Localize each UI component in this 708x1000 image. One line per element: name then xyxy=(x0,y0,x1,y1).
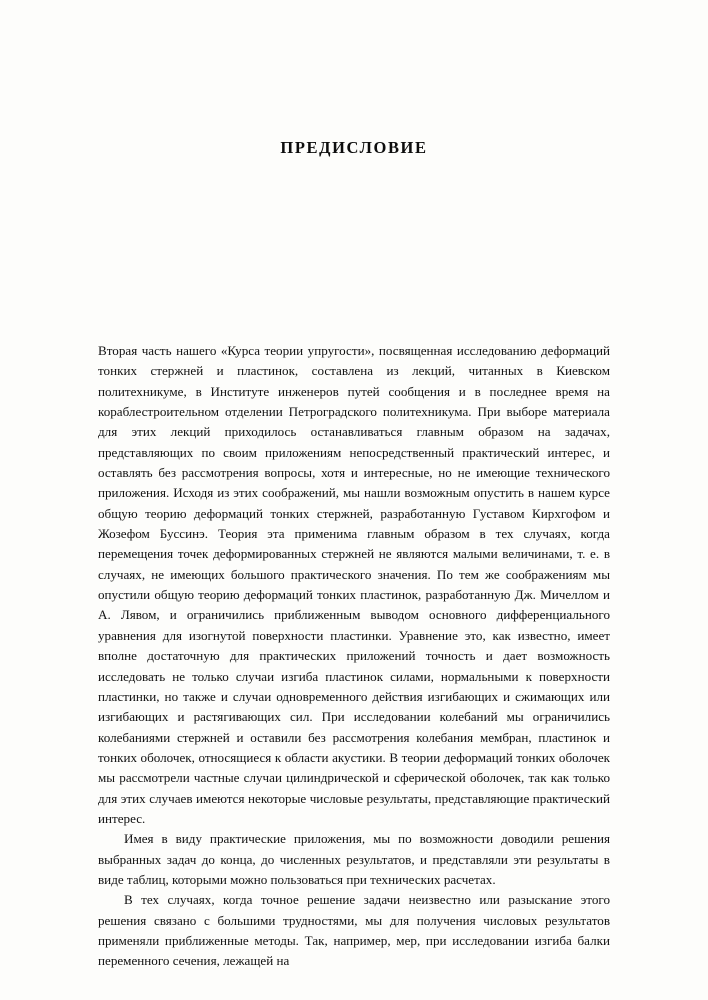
body-text-block xyxy=(98,341,610,972)
paragraph: В тех случаях, когда точное решение задачи неизвестно или разыскание этого решения связано с большими трудностями, мы для получения числовых результатов применяли приближенные методы. Так, например, мер, при исследовании изгиба балки переменного сечения, лежащей на xyxy=(98,892,610,969)
paragraph: Имея в виду практические приложения, мы по возможности доводили решения выбранных задач до конца, до численных результатов, и представляли эти результаты в виде таблиц, которыми можно пользоваться при технических расчетах. xyxy=(98,831,610,887)
paragraph: Вторая часть нашего «Курса теории упругости», посвященная исследованию деформаций тонких стержней и пластинок, составлена из лекций, читанных в Киевском политехникуме, в Институте инженеров путей сообщения и в последнее время на кораблестроительном отделении Петроградского политехникума. При выборе материала для этих лекций приходилось останавливаться главным образом на задачах, представляющих по своим приложениям непосредственный практический интерес, и оставлять без рассмотрения вопросы, хотя и интересные, но не имеющие технического приложения. Исходя из этих соображений, мы нашли возможным опустить в нашем курсе общую теорию деформаций тонких стержней, разработанную Густавом Кирхгофом и Жозефом Буссинэ. Теория эта применима главным образом в тех случаях, когда перемещения точек деформированных стержней не являются малыми величинами, т. е. в случаях, не имеющих большого практического значения. По тем же соображениям мы опустили общую теорию деформаций тонких пластинок, разработанную Дж. Мичеллом и А. Лявом, и ограничились приближенным выводом основного дифференциального уравнения для изогнутой поверхности пластинки. Уравнение это, как известно, имеет вполне достаточную для практических приложений точность и дает возможность исследовать не только случаи изгиба пластинок силами, нормальными к поверхности пластинки, но также и случаи одновременного действия изгибающих и сжимающих или изгибающих и растягивающих сил. При исследовании колебаний мы ограничились колебаниями стержней и оставили без рассмотрения колебания мембран, пластинок и тонких оболочек, относящиеся к области акустики. В теории деформаций тонких оболочек мы рассмотрели частные случаи цилиндрической и сферической оболочек, так как только для этих случаев имеются некоторые числовые результаты, представляющие практический интерес. xyxy=(98,343,610,826)
page-content-area xyxy=(98,0,610,1000)
page-title: ПРЕДИСЛОВИЕ xyxy=(280,138,428,157)
